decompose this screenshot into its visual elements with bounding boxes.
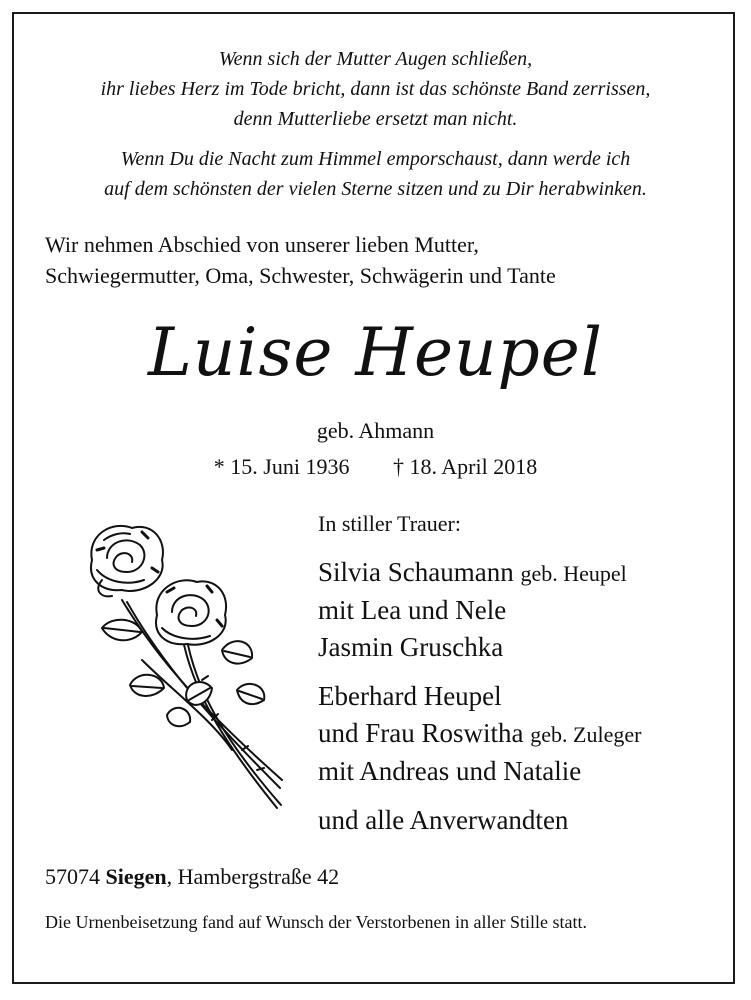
city: Siegen [105, 864, 167, 889]
mourner-closing: und alle Anverwandten [318, 805, 569, 835]
poem-stanza-2 [30, 144, 721, 204]
mourner-line: mit Lea und Nele [318, 595, 507, 625]
intro-line: Schwiegermutter, Oma, Schwester, Schwägerin und Tante [45, 263, 556, 288]
birth-date: * 15. Juni 1936 [213, 454, 350, 479]
mourner-birth-name: geb. Zuleger [530, 722, 642, 747]
burial-notice: Die Urnenbeisetzung fand auf Wunsch der Verstorbenen in aller Stille statt. [45, 912, 587, 932]
mourner-birth-name: geb. Heupel [520, 561, 627, 586]
mourner-name: Silvia Schaumann [318, 557, 514, 587]
mourners-list [318, 508, 641, 839]
poem-line: ihr liebes Herz im Tode bricht, dann ist das schönste Band zerrissen, [100, 78, 651, 100]
mourner-line: mit Andreas und Natalie [318, 756, 582, 786]
roses-illustration [82, 520, 292, 820]
farewell-intro [45, 229, 556, 291]
mourner-line: Jasmin Gruschka [318, 632, 504, 662]
poem-stanza-1 [30, 44, 721, 134]
life-dates [0, 454, 751, 480]
poem-line: denn Mutterliebe ersetzt man nicht. [233, 108, 518, 130]
birth-name: geb. Ahmann [316, 418, 435, 443]
intro-line: Wir nehmen Abschied von unserer lieben Mutter, [45, 232, 479, 257]
mourning-heading: In stiller Trauer: [318, 511, 461, 536]
death-date: † 18. April 2018 [392, 454, 538, 479]
deceased-name: Luise Heupel [148, 314, 603, 391]
mourner-line [318, 554, 641, 592]
mourner-line: Eberhard Heupel [318, 681, 502, 711]
poem-line: auf dem schönsten der vielen Sterne sitzen und zu Dir herabwinken. [104, 178, 647, 200]
poem-line: Wenn Du die Nacht zum Himmel emporschaust, dann werde ich [120, 148, 631, 170]
postcode: 57074 [45, 864, 100, 889]
mourner-name: und Frau Roswitha [318, 718, 524, 748]
street: Hambergstraße 42 [177, 864, 340, 889]
address: 57074 Siegen, Hambergstraße 42 [45, 864, 340, 889]
poem-line: Wenn sich der Mutter Augen schließen, [218, 48, 533, 70]
mourner-line [318, 715, 641, 753]
